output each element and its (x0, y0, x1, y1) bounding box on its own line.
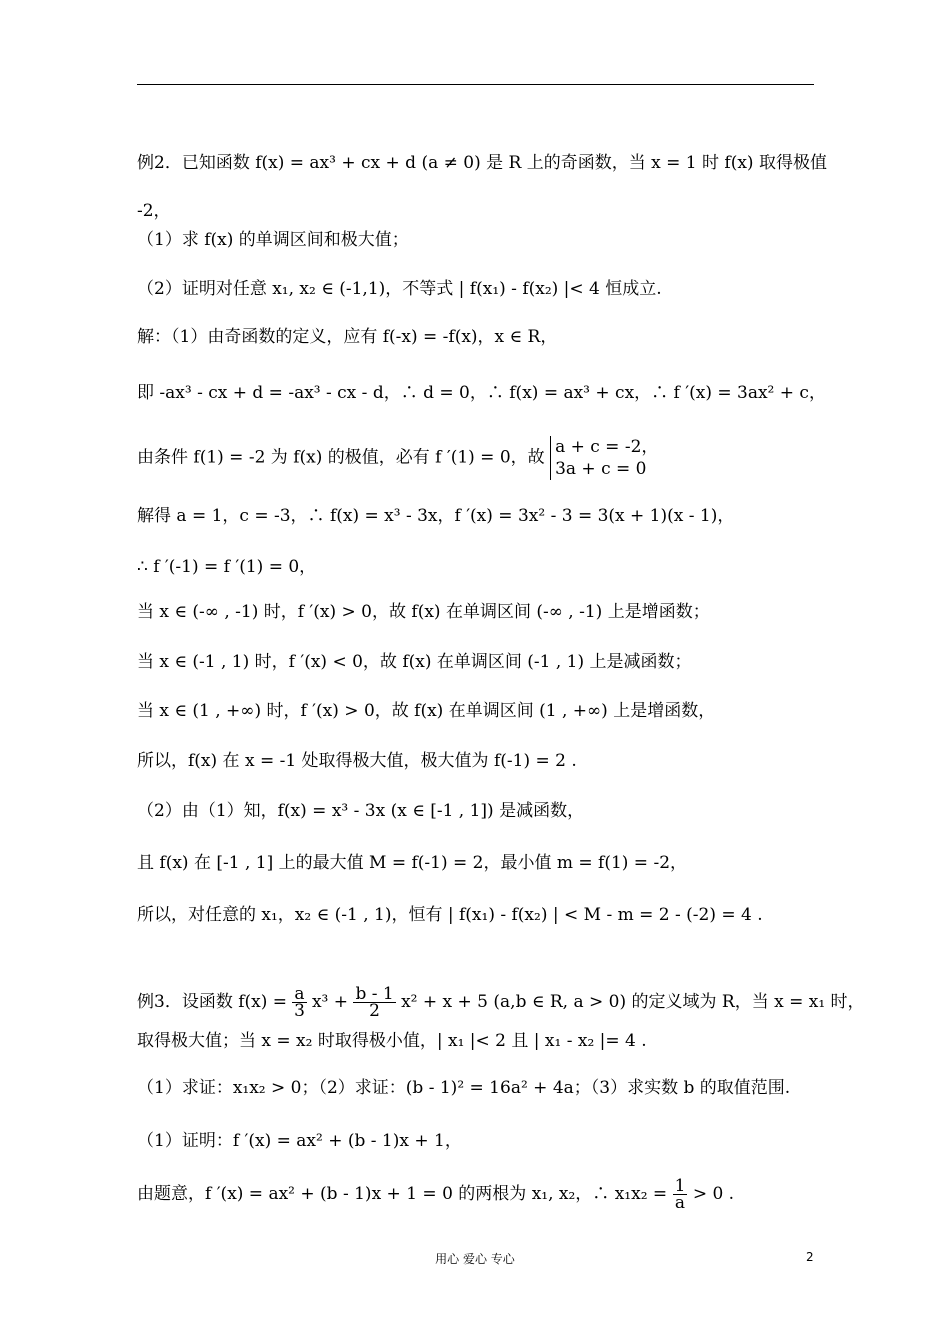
example3-statement (137, 980, 865, 1024)
example2-question1: （1）求 f(x) 的单调区间和极大值； (137, 230, 409, 250)
example3-statement-cont: 取得极大值；当 x = x₂ 时取得极小值，| x₁ |< 2 且 | x₁ - x₂ |= 4 . (137, 1031, 647, 1051)
fraction-numerator: 1 (674, 1176, 686, 1196)
example2-solution-line1: 解：（1）由奇函数的定义，应有 f(-x) = -f(x)，x ∈ R， (137, 327, 558, 347)
example2-solution-line4: 解得 a = 1，c = -3，∴ f(x) = x³ - 3x，f ′(x) = 3x² - 3 = 3(x + 1)(x - 1)， (137, 506, 735, 526)
example2-solution-line8: 当 x ∈ (1 , +∞) 时，f ′(x) > 0，故 f(x) 在单调区间 (1 , +∞) 上是增函数， (137, 701, 716, 721)
example2-solution-line5: ∴ f ′(-1) = f ′(1) = 0， (137, 557, 317, 577)
condition-text: 由条件 f(1) = -2 为 f(x) 的极值，必有 f ′(1) = 0，故 (137, 447, 545, 468)
example3-questions: （1）求证：x₁x₂ > 0；（2）求证：(b - 1)² = 16a² + 4a；（3）求实数 b 的取值范围. (137, 1078, 791, 1098)
ex3-text-a: 例3．设函数 f(x) = (137, 992, 288, 1012)
fraction-a-over-3 (292, 986, 306, 1019)
fraction-denominator: 2 (369, 1001, 380, 1021)
example3-proof-line1: （1）证明：f ′(x) = ax² + (b - 1)x + 1， (137, 1131, 462, 1151)
example2-solution-line7: 当 x ∈ (-1 , 1) 时，f ′(x) < 0，故 f(x) 在单调区间 (-1 , 1) 上是减函数； (137, 652, 692, 672)
ex3-proof-text-end: > 0 . (692, 1184, 735, 1204)
fraction-numerator: b - 1 (355, 984, 394, 1004)
fraction-numerator: a (294, 984, 305, 1004)
header-rule (137, 84, 814, 85)
page-number: 2 (806, 1250, 814, 1264)
example2-part2-line1: （2）由（1）知，f(x) = x³ - 3x (x ∈ [-1 , 1]) 是减函数， (137, 801, 585, 821)
example2-solution-line9: 所以，f(x) 在 x = -1 处取得极大值，极大值为 f(-1) = 2 . (137, 751, 577, 771)
example2-part2-line3: 所以，对任意的 x₁，x₂ ∈ (-1 , 1)，恒有 | f(x₁) - f(x₂) | < M - m = 2 - (-2) = 4 . (137, 905, 763, 925)
fraction-denominator: 3 (294, 1001, 305, 1021)
footer-motto: 用心 爱心 专心 (435, 1252, 515, 1266)
example2-solution-line6: 当 x ∈ (-∞ , -1) 时，f ′(x) > 0，故 f(x) 在单调区间 (-∞ , -1) 上是增函数； (137, 602, 710, 622)
ex3-text-b: x³ + (311, 992, 349, 1012)
equation-system (550, 436, 658, 480)
ex3-text-c: x² + x + 5 (a,b ∈ R, a > 0) 的定义域为 R，当 x = x₁ 时， (401, 992, 865, 1012)
fraction-denominator: a (674, 1193, 686, 1213)
example2-part2-line2: 且 f(x) 在 [-1 , 1] 上的最大值 M = f(-1) = 2，最小值 m = f(1) = -2， (137, 853, 688, 873)
example2-statement-cont: -2， (137, 201, 171, 221)
ex3-proof-text: 由题意，f ′(x) = ax² + (b - 1)x + 1 = 0 的两根为 x₁, x₂，∴ x₁x₂ = (137, 1184, 668, 1204)
example2-solution-line2: 即 -ax³ - cx + d = -ax³ - cx - d，∴ d = 0，∴ f(x) = ax³ + cx，∴ f ′(x) = 3ax² + c， (137, 383, 826, 403)
fraction-1-over-a (673, 1178, 688, 1211)
fraction-b-minus-1-over-2 (353, 986, 395, 1019)
example2-solution-line3 (137, 436, 658, 480)
equation-1: a + c = -2， (555, 437, 659, 457)
example3-proof-line2 (137, 1172, 734, 1216)
equation-2: 3a + c = 0 (555, 459, 647, 479)
example2-statement: 例2．已知函数 f(x) = ax³ + cx + d (a ≠ 0) 是 R 上的奇函数，当 x = 1 时 f(x) 取得极值 (137, 153, 827, 173)
example2-question2: （2）证明对任意 x₁, x₂ ∈ (-1,1)，不等式 | f(x₁) - f(x₂) |< 4 恒成立. (137, 279, 662, 299)
